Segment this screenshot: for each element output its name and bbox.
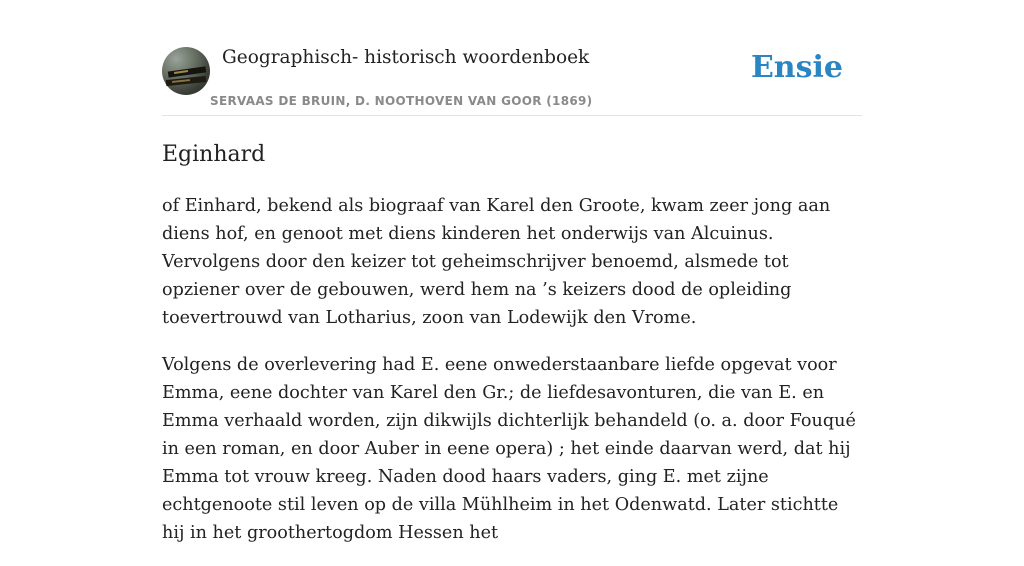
ensie-logo-link[interactable]: Ensie <box>750 50 843 85</box>
entry-body <box>162 192 862 547</box>
book-authors-year: SERVAAS DE BRUIN, D. NOOTHOVEN VAN GOOR (1869) <box>210 94 593 108</box>
entry-title: Eginhard <box>162 142 266 167</box>
article-container <box>162 44 862 566</box>
book-title-link[interactable]: Geographisch- historisch woordenboek <box>222 47 590 68</box>
book-header <box>162 44 862 116</box>
book-cover-avatar[interactable] <box>162 47 210 95</box>
entry-paragraph: of Einhard, bekend als biograaf van Karel den Groote, kwam zeer jong aan diens hof, en genoot met diens kinderen het onderwijs van Alcuinus. Vervolgens door den keizer tot geheimschrijver benoemd, alsmede tot opziener over de gebouwen, werd hem na ’s keizers dood de opleiding toevertrouwd van Lotharius, zoon van Lodewijk den Vrome. <box>162 196 831 328</box>
entry-paragraph: Volgens de overlevering had E. eene onwederstaanbare liefde opgevat voor Emma, eene dochter van Karel den Gr.; de liefdesavonturen, die van E. en Emma verhaald worden, zijn dikwijls dichterlijk behandeld (o. a. door Fouqué in een roman, en door Auber in eene opera) ; het einde daarvan werd, dat hij Emma tot vrouw kreeg. Naden dood haars vaders, ging E. met zijne echtgenoote stil leven op de villa Mühlheim in het Odenwatd. Later stichtte hij in het groothertogdom Hessen het <box>162 355 856 543</box>
